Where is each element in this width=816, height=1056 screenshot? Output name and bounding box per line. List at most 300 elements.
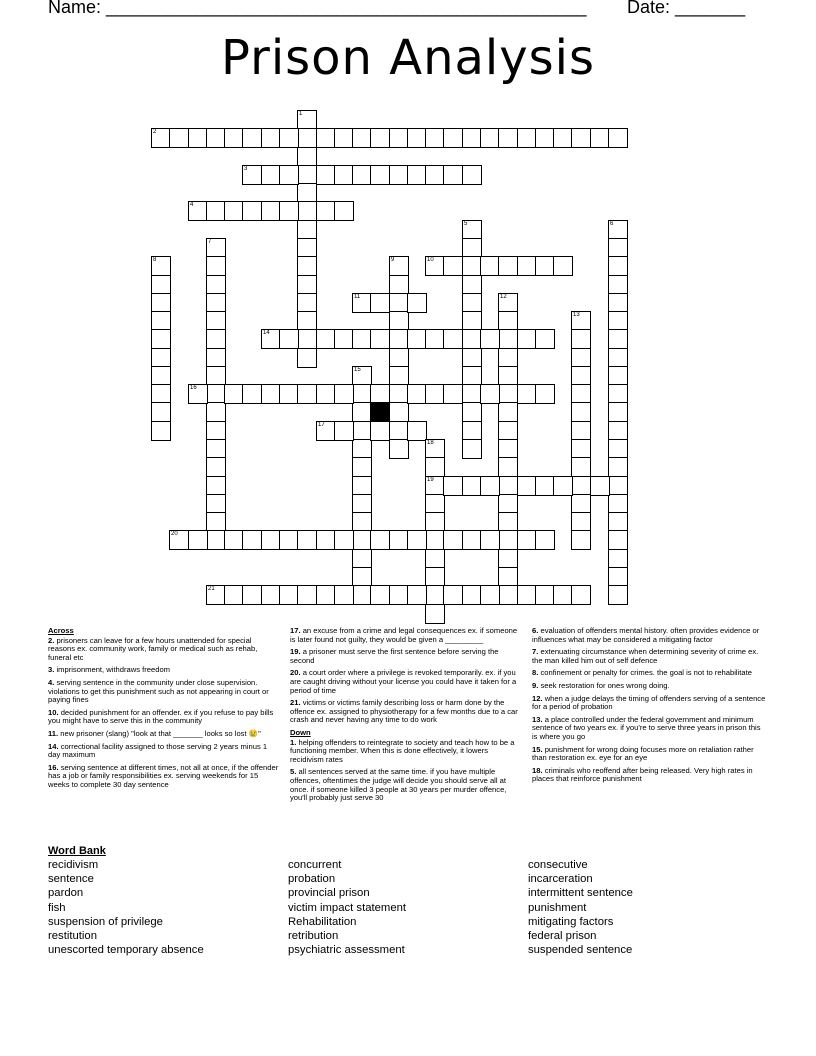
grid-cell[interactable] [425, 549, 445, 569]
grid-cell[interactable] [425, 476, 445, 496]
grid-cell[interactable] [535, 128, 555, 148]
grid-cell[interactable] [480, 256, 500, 276]
grid-cell[interactable] [480, 530, 500, 550]
grid-cell[interactable] [517, 476, 537, 496]
grid-cell[interactable] [608, 530, 628, 550]
grid-cell[interactable] [571, 311, 591, 331]
grid-cell[interactable] [553, 476, 573, 496]
grid-cell[interactable] [608, 238, 628, 258]
clue-down-9: 9. seek restoration for ones wrong doing. [532, 680, 670, 690]
grid-cell[interactable] [352, 585, 372, 605]
grid-cell[interactable] [608, 366, 628, 386]
clue-number: 16 [190, 385, 197, 391]
grid-cell[interactable] [425, 457, 445, 477]
grid-cell[interactable] [316, 201, 336, 221]
grid-cell[interactable] [151, 348, 171, 368]
grid-cell[interactable] [297, 147, 317, 167]
clue-number: 14 [263, 330, 270, 336]
grid-cell[interactable] [535, 585, 555, 605]
grid-cell[interactable] [498, 366, 518, 386]
grid-cell[interactable] [151, 293, 171, 313]
grid-cell[interactable] [498, 348, 518, 368]
grid-cell[interactable] [279, 585, 299, 605]
grid-cell[interactable] [151, 256, 171, 276]
grid-cell[interactable] [443, 384, 463, 404]
grid-cell[interactable] [389, 402, 409, 422]
grid-cell[interactable] [297, 165, 317, 185]
grid-cell[interactable] [407, 421, 427, 441]
grid-cell[interactable] [517, 256, 537, 276]
grid-cell[interactable] [608, 512, 628, 532]
grid-cell[interactable] [352, 549, 372, 569]
grid-cell[interactable] [590, 476, 610, 496]
grid-cell[interactable] [498, 457, 518, 477]
grid-cell[interactable] [608, 549, 628, 569]
grid-cell[interactable] [498, 567, 518, 587]
grid-cell[interactable] [352, 293, 372, 313]
grid-cell[interactable] [206, 238, 226, 258]
grid-cell[interactable] [151, 366, 171, 386]
grid-cell[interactable] [206, 384, 226, 404]
grid-cell[interactable] [462, 402, 482, 422]
grid-cell[interactable] [334, 201, 354, 221]
grid-cell[interactable] [480, 329, 500, 349]
grid-cell[interactable] [462, 128, 482, 148]
grid-cell[interactable] [535, 476, 555, 496]
grid-cell[interactable] [517, 329, 537, 349]
grid-cell[interactable] [571, 457, 591, 477]
grid-cell[interactable] [389, 439, 409, 459]
grid-cell[interactable] [279, 128, 299, 148]
grid-cell[interactable] [352, 494, 372, 514]
grid-cell[interactable] [188, 201, 208, 221]
grid-cell[interactable] [389, 311, 409, 331]
grid-cell[interactable] [242, 165, 262, 185]
grid-cell[interactable] [224, 128, 244, 148]
grid-cell[interactable] [517, 585, 537, 605]
grid-cell[interactable] [206, 439, 226, 459]
grid-cell[interactable] [224, 530, 244, 550]
grid-cell[interactable] [261, 165, 281, 185]
grid-cell[interactable] [297, 311, 317, 331]
grid-cell[interactable] [443, 530, 463, 550]
grid-cell[interactable] [389, 384, 409, 404]
grid-cell[interactable] [188, 384, 208, 404]
grid-cell[interactable] [498, 256, 518, 276]
grid-cell[interactable] [517, 128, 537, 148]
grid-cell[interactable] [370, 421, 390, 441]
clue-number: 2 [153, 129, 157, 135]
clue-number: 3 [244, 166, 248, 172]
grid-cell[interactable] [316, 165, 336, 185]
grid-cell[interactable] [425, 439, 445, 459]
grid-cell[interactable] [443, 585, 463, 605]
grid-cell[interactable] [297, 530, 317, 550]
grid-cell[interactable] [261, 585, 281, 605]
grid-cell[interactable] [407, 128, 427, 148]
grid-cell[interactable] [316, 384, 336, 404]
clue-number: 6 [610, 221, 614, 227]
word-bank-item: psychiatric assessment [288, 944, 405, 957]
grid-cell[interactable] [352, 128, 372, 148]
grid-cell[interactable] [242, 128, 262, 148]
grid-cell[interactable] [370, 128, 390, 148]
grid-cell[interactable] [261, 201, 281, 221]
grid-cell[interactable] [297, 275, 317, 295]
grid-cell[interactable] [389, 421, 409, 441]
clue-number: 5 [464, 221, 468, 227]
grid-cell[interactable] [425, 165, 445, 185]
grid-cell[interactable] [462, 439, 482, 459]
clue-across-10: 10. decided punishment for an offender. ex if you refuse to pay bills you might have to serve this in the community [48, 707, 274, 726]
clue-across-16: 16. serving sentence at different times, not all at once, if the offender has a job or family responsibilities ex. serving weekends for 15 weeks to complete 30 day sentence [48, 762, 279, 789]
grid-cell[interactable] [535, 329, 555, 349]
grid-cell[interactable] [389, 329, 409, 349]
grid-cell[interactable] [462, 256, 482, 276]
grid-cell[interactable] [352, 421, 372, 441]
clue-down-18: 18. criminals who reoffend after being released. Very high rates in places that reinforce punishment [532, 765, 753, 784]
grid-cell[interactable] [151, 128, 171, 148]
grid-cell[interactable] [370, 165, 390, 185]
grid-cell[interactable] [389, 366, 409, 386]
grid-cell[interactable] [206, 457, 226, 477]
grid-cell[interactable] [224, 384, 244, 404]
grid-cell[interactable] [407, 585, 427, 605]
word-bank-item: incarceration [528, 873, 593, 886]
grid-cell[interactable] [443, 128, 463, 148]
grid-cell[interactable] [334, 329, 354, 349]
grid-cell[interactable] [206, 530, 226, 550]
grid-cell[interactable] [535, 256, 555, 276]
grid-cell[interactable] [334, 384, 354, 404]
grid-cell[interactable] [407, 384, 427, 404]
grid-cell[interactable] [151, 275, 171, 295]
clue-down-1: 1. helping offenders to reintegrate to society and teach how to be a functioning member. When this is done effectively, it lowers recidivism rates [290, 737, 515, 764]
grid-cell[interactable] [443, 329, 463, 349]
grid-cell[interactable] [407, 329, 427, 349]
name-field[interactable]: Name: ________________________________________________ [48, 0, 587, 17]
grid-cell[interactable] [608, 567, 628, 587]
grid-cell[interactable] [297, 329, 317, 349]
grid-cell[interactable] [608, 220, 628, 240]
grid-cell[interactable] [498, 421, 518, 441]
grid-cell[interactable] [498, 439, 518, 459]
grid-cell[interactable] [370, 384, 390, 404]
grid-cell[interactable] [242, 384, 262, 404]
grid-cell[interactable] [169, 530, 189, 550]
grid-cell[interactable] [462, 165, 482, 185]
grid-cell[interactable] [462, 348, 482, 368]
grid-cell[interactable] [334, 165, 354, 185]
grid-cell[interactable] [498, 329, 518, 349]
grid-cell[interactable] [261, 530, 281, 550]
grid-cell[interactable] [571, 530, 591, 550]
grid-cell[interactable] [352, 329, 372, 349]
grid-cell[interactable] [608, 384, 628, 404]
grid-cell[interactable] [206, 275, 226, 295]
grid-cell[interactable] [462, 530, 482, 550]
grid-cell[interactable] [608, 421, 628, 441]
grid-cell[interactable] [206, 476, 226, 496]
grid-cell[interactable] [608, 439, 628, 459]
grid-cell[interactable] [279, 384, 299, 404]
word-bank-item: victim impact statement [288, 901, 407, 914]
grid-cell[interactable] [206, 348, 226, 368]
grid-cell[interactable] [352, 476, 372, 496]
grid-cell[interactable] [517, 384, 537, 404]
grid-cell[interactable] [389, 293, 409, 313]
grid-cell[interactable] [297, 585, 317, 605]
grid-cell[interactable] [443, 165, 463, 185]
grid-cell[interactable] [316, 329, 336, 349]
grid-cell[interactable] [224, 585, 244, 605]
grid-cell[interactable] [352, 439, 372, 459]
grid-cell[interactable] [571, 329, 591, 349]
grid-cell[interactable] [151, 384, 171, 404]
grid-cell[interactable] [352, 366, 372, 386]
grid-cell[interactable] [608, 275, 628, 295]
grid-cell[interactable] [206, 366, 226, 386]
grid-cell[interactable] [462, 329, 482, 349]
grid-cell[interactable] [443, 476, 463, 496]
grid-cell[interactable] [261, 128, 281, 148]
grid-cell[interactable] [334, 128, 354, 148]
grid-cell[interactable] [462, 384, 482, 404]
grid-cell[interactable] [535, 384, 555, 404]
grid-cell[interactable] [334, 530, 354, 550]
grid-cell[interactable] [206, 329, 226, 349]
grid-cell[interactable] [352, 165, 372, 185]
clue-number: 8 [153, 257, 157, 263]
grid-cell[interactable] [553, 256, 573, 276]
grid-cell[interactable] [571, 384, 591, 404]
grid-cell[interactable] [188, 530, 208, 550]
grid-cell[interactable] [261, 384, 281, 404]
grid-cell[interactable] [425, 567, 445, 587]
grid-cell[interactable] [571, 512, 591, 532]
grid-cell[interactable] [389, 530, 409, 550]
grid-cell[interactable] [297, 238, 317, 258]
grid-cell[interactable] [407, 165, 427, 185]
grid-cell[interactable] [297, 110, 317, 130]
grid-cell[interactable] [608, 329, 628, 349]
grid-cell[interactable] [352, 457, 372, 477]
grid-cell[interactable] [590, 128, 610, 148]
grid-cell[interactable] [462, 311, 482, 331]
grid-cell[interactable] [206, 201, 226, 221]
grid-cell[interactable] [462, 293, 482, 313]
grid-cell[interactable] [498, 512, 518, 532]
grid-cell[interactable] [370, 530, 390, 550]
grid-cell[interactable] [480, 585, 500, 605]
grid-cell[interactable] [151, 402, 171, 422]
grid-cell[interactable] [571, 585, 591, 605]
clue-number: 11 [354, 294, 361, 300]
grid-cell[interactable] [297, 384, 317, 404]
grid-cell[interactable] [370, 329, 390, 349]
word-bank-title: Word Bank [48, 845, 106, 857]
clue-number: 7 [208, 239, 212, 245]
grid-cell[interactable] [462, 585, 482, 605]
grid-cell[interactable] [352, 384, 372, 404]
grid-cell[interactable] [261, 329, 281, 349]
word-bank-item: recidivism [48, 859, 99, 871]
grid-cell[interactable] [206, 402, 226, 422]
grid-cell[interactable] [571, 439, 591, 459]
grid-cell[interactable] [297, 256, 317, 276]
grid-cell[interactable] [389, 275, 409, 295]
grid-cell[interactable] [571, 366, 591, 386]
grid-cell[interactable] [571, 402, 591, 422]
grid-cell[interactable] [425, 530, 445, 550]
grid-cell[interactable] [498, 128, 518, 148]
grid-cell[interactable] [608, 585, 628, 605]
grid-cell[interactable] [151, 329, 171, 349]
grid-cell[interactable] [389, 165, 409, 185]
grid-cell[interactable] [352, 512, 372, 532]
grid-cell[interactable] [480, 476, 500, 496]
grid-cell[interactable] [608, 348, 628, 368]
grid-cell[interactable] [279, 165, 299, 185]
grid-cell[interactable] [462, 476, 482, 496]
grid-cell[interactable] [297, 220, 317, 240]
grid-cell[interactable] [462, 421, 482, 441]
clues-column-1 [48, 627, 280, 794]
clue-across-14: 14. correctional facility assigned to those serving 2 years minus 1 day maximum [48, 741, 268, 760]
grid-cell[interactable] [370, 585, 390, 605]
grid-cell[interactable] [498, 384, 518, 404]
grid-cell[interactable] [297, 348, 317, 368]
grid-cell[interactable] [352, 530, 372, 550]
grid-cell[interactable] [571, 128, 591, 148]
grid-cell[interactable] [297, 201, 317, 221]
grid-cell[interactable] [462, 275, 482, 295]
date-field[interactable]: Date: _______ [627, 0, 746, 17]
word-bank-item: suspended sentence [528, 944, 633, 957]
grid-cell[interactable] [206, 585, 226, 605]
grid-cell[interactable] [462, 220, 482, 240]
grid-cell[interactable] [297, 293, 317, 313]
grid-cell[interactable] [480, 128, 500, 148]
grid-cell[interactable] [389, 128, 409, 148]
grid-cell[interactable] [571, 348, 591, 368]
grid-cell[interactable] [352, 567, 372, 587]
grid-cell[interactable] [553, 585, 573, 605]
grid-cell[interactable] [498, 494, 518, 514]
grid-cell[interactable] [553, 128, 573, 148]
grid-cell[interactable] [608, 457, 628, 477]
grid-cell[interactable] [571, 494, 591, 514]
grid-cell[interactable] [279, 201, 299, 221]
grid-cell[interactable] [242, 201, 262, 221]
grid-cell[interactable] [352, 402, 372, 422]
grid-cell[interactable] [498, 549, 518, 569]
grid-cell[interactable] [206, 311, 226, 331]
grid-cell[interactable] [425, 512, 445, 532]
grid-cell[interactable] [571, 476, 591, 496]
grid-cell[interactable] [608, 293, 628, 313]
grid-cell[interactable] [425, 384, 445, 404]
grid-cell[interactable] [498, 402, 518, 422]
grid-cell[interactable] [206, 421, 226, 441]
grid-cell[interactable] [517, 530, 537, 550]
grid-cell[interactable] [407, 530, 427, 550]
grid-cell[interactable] [297, 128, 317, 148]
grid-cell[interactable] [206, 128, 226, 148]
grid-cell[interactable] [206, 512, 226, 532]
clue-down-5: 5. all sentences served at the same time. if you have multiple offences, oftentimes the judge will decide you should serve all at once. if someone killed 3 people at 30 years per murder offence, you'll probably just serve 30 [290, 767, 507, 803]
grid-cell[interactable] [608, 128, 628, 148]
clue-down-12: 12. when a judge delays the timing of offenders serving of a sentence for a period of probation [532, 693, 766, 712]
grid-cell[interactable] [480, 384, 500, 404]
grid-cell[interactable] [224, 201, 244, 221]
grid-cell[interactable] [279, 530, 299, 550]
grid-cell[interactable] [169, 128, 189, 148]
grid-cell[interactable] [498, 293, 518, 313]
grid-cell[interactable] [206, 256, 226, 276]
grid-cell[interactable] [151, 311, 171, 331]
clue-down-15: 15. punishment for wrong doing focuses more on retaliation rather than restoration ex. eye for an eye [532, 744, 754, 763]
grid-cell[interactable] [316, 585, 336, 605]
grid-cell[interactable] [206, 293, 226, 313]
grid-cell[interactable] [498, 585, 518, 605]
grid-cell[interactable] [389, 256, 409, 276]
grid-cell[interactable] [498, 311, 518, 331]
clue-down-7: 7. extenuating circumstance when determining severity of crime ex. the man killed him out of self defence [532, 647, 759, 665]
grid-cell[interactable] [334, 421, 354, 441]
grid-cell[interactable] [608, 402, 628, 422]
grid-cell[interactable] [407, 293, 427, 313]
grid-cell[interactable] [242, 585, 262, 605]
grid-cell[interactable] [425, 329, 445, 349]
grid-cell[interactable] [389, 585, 409, 605]
grid-cell[interactable] [316, 530, 336, 550]
grid-cell[interactable] [297, 183, 317, 203]
grid-cell[interactable] [608, 476, 628, 496]
grid-cell[interactable] [425, 604, 445, 624]
word-bank-item: punishment [528, 901, 587, 914]
word-bank-item: retribution [288, 930, 339, 943]
grid-cell[interactable] [571, 421, 591, 441]
grid-cell[interactable] [462, 238, 482, 258]
grid-cell[interactable] [206, 494, 226, 514]
grid-cell[interactable] [425, 494, 445, 514]
grid-cell[interactable] [316, 421, 336, 441]
clues-column-3 [532, 627, 768, 788]
grid-cell[interactable] [608, 311, 628, 331]
grid-cell[interactable] [242, 530, 262, 550]
grid-cell[interactable] [370, 293, 390, 313]
grid-cell[interactable] [279, 329, 299, 349]
across-heading: Across [48, 626, 74, 635]
grid-cell[interactable] [316, 128, 336, 148]
grid-cell[interactable] [608, 494, 628, 514]
grid-cell[interactable] [608, 256, 628, 276]
grid-cell[interactable] [334, 585, 354, 605]
grid-cell[interactable] [425, 585, 445, 605]
word-bank-column-1 [48, 858, 204, 957]
grid-cell[interactable] [389, 348, 409, 368]
grid-cell[interactable] [443, 256, 463, 276]
grid-cell[interactable] [151, 421, 171, 441]
grid-cell[interactable] [462, 366, 482, 386]
grid-cell[interactable] [425, 128, 445, 148]
grid-cell[interactable] [498, 476, 518, 496]
grid-cell[interactable] [535, 530, 555, 550]
grid-cell[interactable] [498, 530, 518, 550]
grid-cell[interactable] [188, 128, 208, 148]
grid-cell[interactable] [425, 256, 445, 276]
